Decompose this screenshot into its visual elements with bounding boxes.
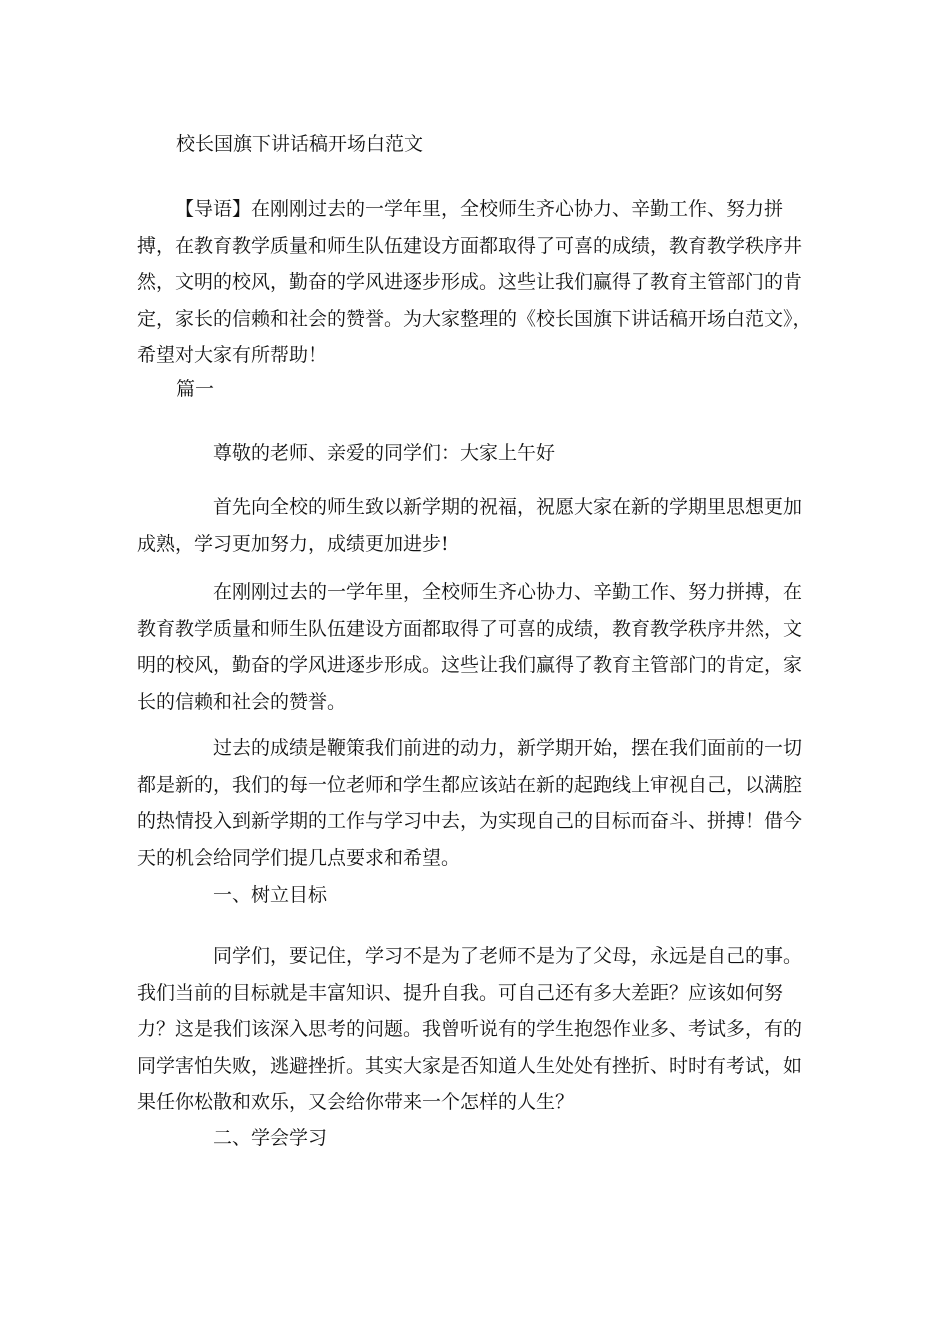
document-title: 校长国旗下讲话稿开场白范文 <box>176 133 424 155</box>
greeting-line: 尊敬的老师、亲爱的同学们：大家上午好 <box>213 442 556 464</box>
body-paragraph-3: 过去的成绩是鞭策我们前进的动力，新学期开始，摆在我们面前的一切都是新的，我们的每一位老师和学生都应该站在新的起跑线上审视自己，以满腔的热情投入到新学期的工作与学习中去，为实现自己的目标而奋斗、拼搏！借今天的机会给同学们提几点要求和希望。 <box>137 737 803 869</box>
section-label: 篇一 <box>176 378 215 400</box>
section-heading-1: 一、树立目标 <box>213 884 328 906</box>
section-heading-2: 二、学会学习 <box>213 1127 328 1149</box>
intro-paragraph: 【导语】在刚刚过去的一学年里，全校师生齐心协力、辛勤工作、努力拼搏，在教育教学质量和师生队伍建设方面都取得了可喜的成绩，教育教学秩序井然，文明的校风，勤奋的学风进逐步形成。这些让我们赢得了教育主管部门的肯定，家长的信赖和社会的赞誉。为大家整理的《校长国旗下讲话稿开场白范文》，希望对大家有所帮助！ <box>137 198 812 366</box>
body-paragraph-4: 同学们，要记住，学习不是为了老师不是为了父母，永远是自己的事。我们当前的目标就是丰富知识、提升自我。可自己还有多大差距？应该如何努力？这是我们该深入思考的问题。我曾听说有的学生抱怨作业多、考试多，有的同学害怕失败，逃避挫折。其实大家是否知道人生处处有挫折、时时有考试，如果任你松散和欢乐，又会给你带来一个怎样的人生？ <box>137 945 803 1113</box>
body-paragraph-2: 在刚刚过去的一学年里，全校师生齐心协力、辛勤工作、努力拼搏，在教育教学质量和师生队伍建设方面都取得了可喜的成绩，教育教学秩序井然，文明的校风，勤奋的学风进逐步形成。这些让我们赢得了教育主管部门的肯定，家长的信赖和社会的赞誉。 <box>137 581 803 713</box>
body-paragraph-1: 首先向全校的师生致以新学期的祝福，祝愿大家在新的学期里思想更加成熟，学习更加努力，成绩更加进步! <box>137 496 803 555</box>
